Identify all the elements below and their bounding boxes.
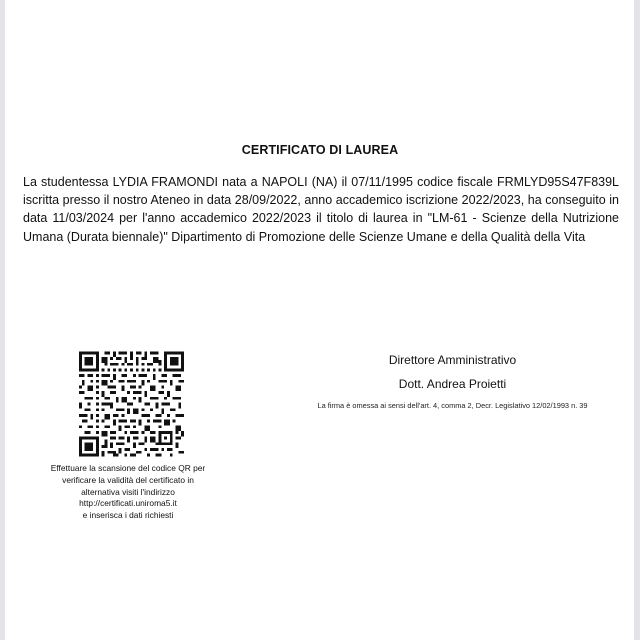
- certificate-body-paragraph: La studentessa LYDIA FRAMONDI nata a NAPOLI (NA) il 07/11/1995 codice fiscale FRMLYD95S47F839L iscritta presso il nostro Ateneo in data 28/09/2022, anno accademico iscrizione 2022/2023, ha conseguito in data 11/03/2024 per l'anno accademico 2022/2023 il titolo di laurea in "LM-61 - Scienze della Nutrizione Umana (Durata biennale)" Dipartimento di Promozione delle Scienze Umane e della Qualità della Vita: [23, 175, 619, 244]
- qr-caption-line: alternativa visiti l'indirizzo: [81, 486, 175, 497]
- verification-url: http://certificati.uniroma5.it: [79, 498, 177, 509]
- qr-code-icon: [79, 351, 184, 457]
- signature-block: [300, 352, 605, 411]
- signature-legal-note: La firma è omessa ai sensi dell'art. 4, comma 2, Decr. Legislativo 12/02/1993 n. 39: [317, 401, 588, 410]
- certificate-page: [5, 0, 634, 640]
- document-title: CERTIFICATO DI LAUREA: [241, 143, 399, 157]
- qr-caption: [24, 463, 232, 522]
- qr-caption-line: e inserisca i dati richiesti: [82, 510, 174, 521]
- qr-caption-line: verificare la validità del certificato in: [62, 474, 194, 485]
- qr-caption-line: Effettuare la scansione del codice QR per: [50, 463, 206, 473]
- signatory-name: Dott. Andrea Proietti: [398, 377, 507, 391]
- signatory-role: Direttore Amministrativo: [388, 353, 517, 367]
